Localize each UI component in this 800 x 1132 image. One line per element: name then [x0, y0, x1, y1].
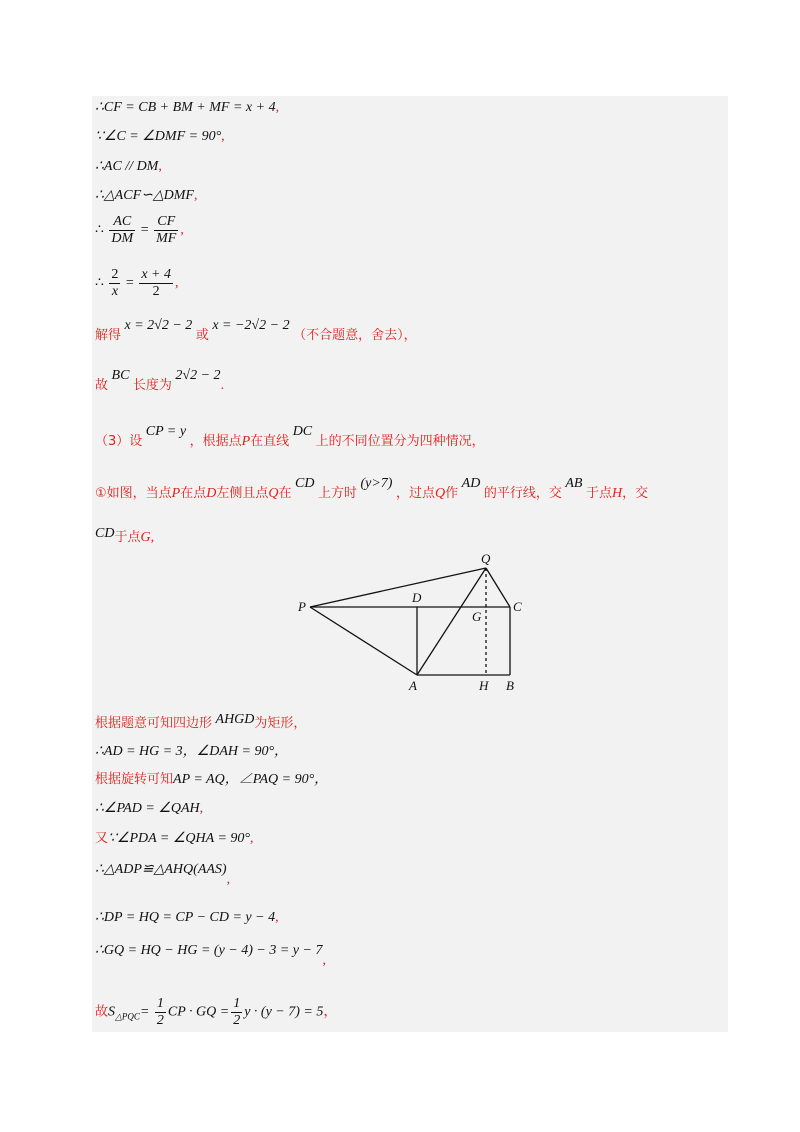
label-h: H	[479, 678, 489, 693]
label-p: P	[298, 599, 306, 614]
step-ad-hg: ∴AD = HG = 3，∠DAH = 90°，	[95, 744, 289, 759]
step-rotation: 根据旋转可知AP = AQ，∠PAQ = 90°，	[95, 772, 329, 787]
case1-description: ①如图，当点P在点D左侧且点Q在 CD 上方时 (y>7) ，过点Q作 AD 的平行线，交 AB 于点H，交	[95, 476, 649, 501]
label-q: Q	[481, 552, 491, 566]
part3-intro: （3）设 CP = y ，根据点P在直线 DC 上的不同位置分为四种情况，	[95, 424, 485, 449]
rectangle-statement: 根据题意可知四边形 AHGD为矩形，	[95, 712, 307, 731]
step-angle-c: ∵∠C = ∠DMF = 90°,	[95, 129, 225, 144]
step-similar: ∴△ACF∽△DMF,	[95, 188, 198, 203]
case1-description-cont: CD于点G,	[95, 526, 155, 545]
step-congruent: ∴△ADP≌△AHQ(AAS),	[95, 862, 231, 887]
step-solve: 解得 x = 2√2 − 2 或 x = −2√2 − 2 （不合题意，舍去），	[95, 318, 417, 343]
step-right-angles: 又∵∠PDA = ∠QHA = 90°,	[95, 831, 254, 846]
segment-qc	[486, 568, 510, 607]
step-gq: ∴GQ = HQ − HG = (y − 4) − 3 = y − 7,	[95, 943, 326, 968]
label-d: D	[412, 590, 422, 605]
label-a: A	[409, 678, 417, 693]
step-parallel: ∴AC // DM,	[95, 159, 162, 174]
label-g: G	[472, 609, 482, 624]
segment-pa	[310, 607, 417, 675]
label-c: C	[513, 599, 522, 614]
step-bc-length: 故 BC 长度为 2√2 − 2.	[95, 368, 225, 393]
step-ratio: ∴ $\frac{AC}{DM}$ = $\frac{CF}{MF}$ ,	[95, 214, 184, 246]
label-b: B	[506, 678, 514, 693]
geometry-figure	[290, 552, 540, 697]
step-ratio-values: ∴ $\frac{2}{x}$ = $\frac{x + 4}{2}$ ,	[95, 267, 179, 299]
segment-pq	[310, 568, 486, 607]
step-angle-pad: ∴∠PAD = ∠QAH,	[95, 801, 204, 816]
step-area: 故$S_{\triangle PQC}=$ $\frac{1}{2}$ CP · GQ = $\frac{1}{2}$ y · (y − 7) = 5，	[95, 996, 338, 1028]
step-dp: ∴DP = HQ = CP − CD = y − 4,	[95, 910, 279, 925]
step-cf: ∴CF = CB + BM + MF = x + 4,	[95, 100, 280, 115]
